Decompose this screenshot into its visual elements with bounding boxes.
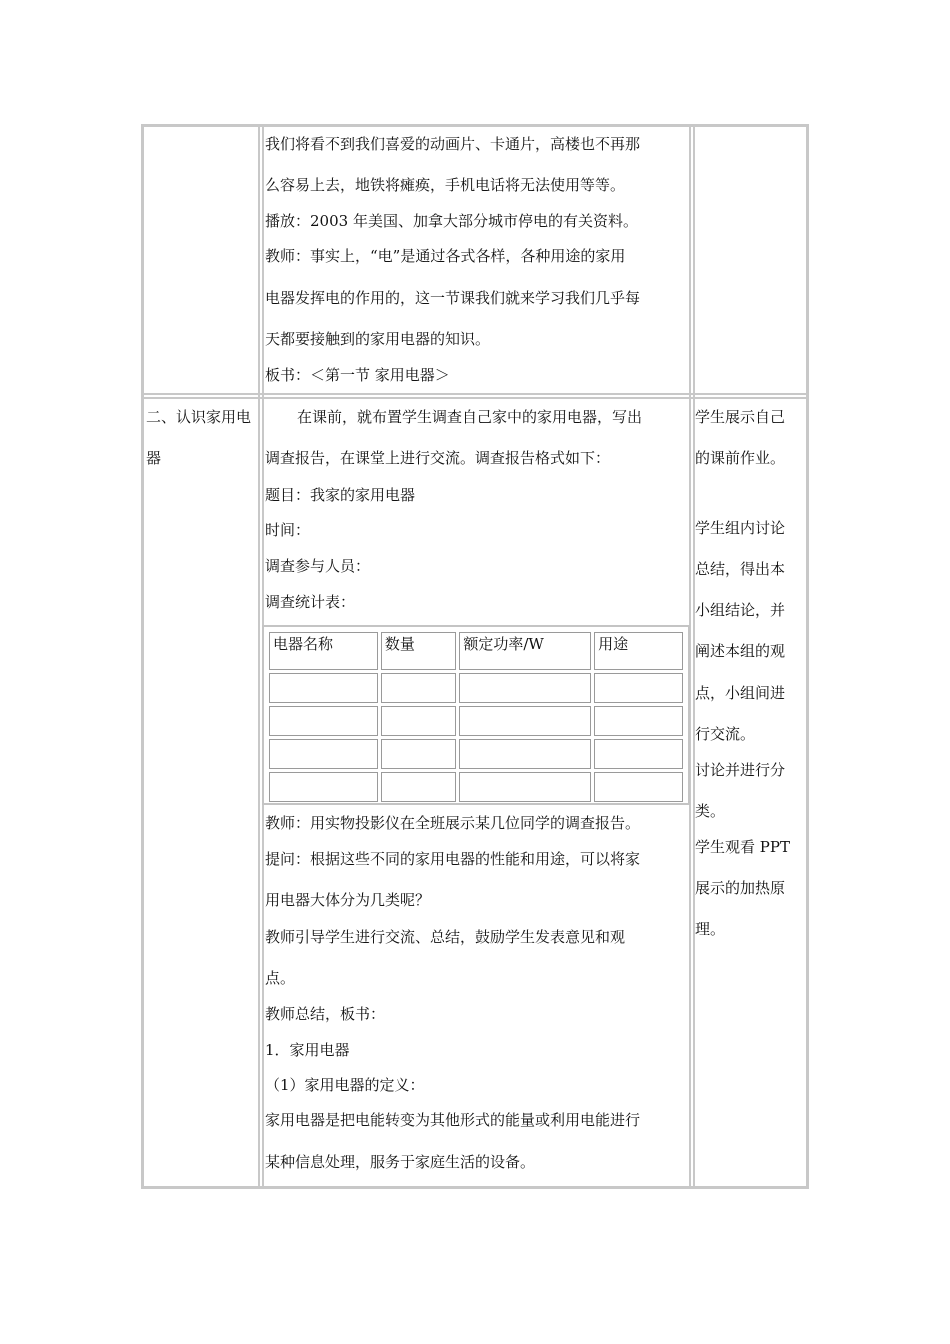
- after-line-9: 家用电器是把电能转变为其他形式的能量或利用电能进行: [265, 1111, 641, 1129]
- intro-line-4: 时间：: [265, 521, 311, 539]
- survey-table-row: [269, 706, 683, 736]
- row1-line-5: 电器发挥电的作用的，这一节课我们就来学习我们几乎每: [265, 289, 641, 307]
- after-line-2: 提问：根据这些不同的家用电器的性能和用途，可以将家: [265, 850, 641, 868]
- row-divider: [144, 393, 806, 395]
- after-line-1: 教师：用实物投影仪在全班展示某几位同学的调查报告。: [265, 814, 641, 832]
- survey-header-cell: 用途: [594, 632, 683, 670]
- row1-line-6: 天都要接触到的家用电器的知识。: [265, 330, 491, 348]
- survey-cell: [269, 706, 378, 736]
- intro-line-5: 调查参与人员：: [265, 557, 371, 575]
- survey-cell: [381, 673, 456, 703]
- survey-cell: [269, 772, 378, 802]
- survey-cell: [269, 673, 378, 703]
- student-line-4: 总结，得出本: [695, 560, 786, 578]
- after-line-4: 教师引导学生进行交流、总结，鼓励学生发表意见和观: [265, 928, 626, 946]
- student-line-13: 理。: [695, 920, 726, 938]
- after-line-6: 教师总结，板书：: [265, 1005, 386, 1023]
- student-line-8: 行交流。: [695, 725, 756, 743]
- survey-header-cell: 电器名称: [269, 632, 378, 670]
- survey-cell: [459, 706, 591, 736]
- row1-line-3: 播放：2003 年美国、加拿大部分城市停电的有关资料。: [265, 212, 638, 230]
- survey-table-header-row: [269, 632, 683, 670]
- student-line-11: 学生观看 PPT: [695, 838, 790, 856]
- student-line-12: 展示的加热原: [695, 879, 786, 897]
- survey-table-row: [269, 772, 683, 802]
- after-line-8: （1）家用电器的定义：: [265, 1076, 425, 1094]
- student-line-5: 小组结论，并: [695, 601, 786, 619]
- row-divider-b: [144, 397, 806, 399]
- intro-line-3: 题目：我家的家用电器: [265, 486, 416, 504]
- after-line-7: 1．家用电器: [265, 1041, 350, 1059]
- survey-cell: [381, 706, 456, 736]
- survey-table-row: [269, 673, 683, 703]
- survey-header-cell: 数量: [381, 632, 456, 670]
- after-line-10: 某种信息处理，服务于家庭生活的设备。: [265, 1153, 536, 1171]
- survey-cell: [594, 706, 683, 736]
- intro-line-6: 调查统计表：: [265, 593, 356, 611]
- survey-cell: [459, 739, 591, 769]
- student-line-1: 学生展示自己: [695, 408, 786, 426]
- student-line-6: 阐述本组的观: [695, 642, 786, 660]
- survey-cell: [594, 739, 683, 769]
- student-line-10: 类。: [695, 802, 726, 820]
- row1-line-7: 板书：＜第一节 家用电器＞: [265, 366, 450, 384]
- after-line-3: 用电器大体分为几类呢？: [265, 891, 431, 909]
- survey-table: [266, 629, 686, 805]
- section-title-line-2: 器: [146, 449, 162, 467]
- survey-cell: [269, 739, 378, 769]
- survey-cell: [594, 772, 683, 802]
- survey-table-row: [269, 739, 683, 769]
- section-title-line-1: 二、认识家用电: [146, 408, 252, 426]
- survey-cell: [381, 772, 456, 802]
- survey-header-cell: 额定功率/W: [459, 632, 591, 670]
- student-line-7: 点，小组间进: [695, 684, 786, 702]
- intro-line-2: 调查报告，在课堂上进行交流。调查报告格式如下：: [265, 449, 611, 467]
- student-line-2: 的课前作业。: [695, 449, 786, 467]
- row1-line-1: 我们将看不到我们喜爱的动画片、卡通片，高楼也不再那: [265, 135, 641, 153]
- after-line-5: 点。: [265, 969, 296, 987]
- survey-cell: [459, 772, 591, 802]
- survey-cell: [459, 673, 591, 703]
- student-line-9: 讨论并进行分: [695, 761, 786, 779]
- survey-cell: [594, 673, 683, 703]
- survey-cell: [381, 739, 456, 769]
- student-line-3: 学生组内讨论: [695, 519, 786, 537]
- intro-line-1: 在课前，就布置学生调查自己家中的家用电器，写出: [297, 408, 643, 426]
- row1-line-2: 么容易上去，地铁将瘫痪，手机电话将无法使用等等。: [265, 176, 626, 194]
- row1-line-4: 教师：事实上，“电”是通过各式各样，各种用途的家用: [265, 247, 626, 265]
- column-divider-1: [258, 127, 260, 1186]
